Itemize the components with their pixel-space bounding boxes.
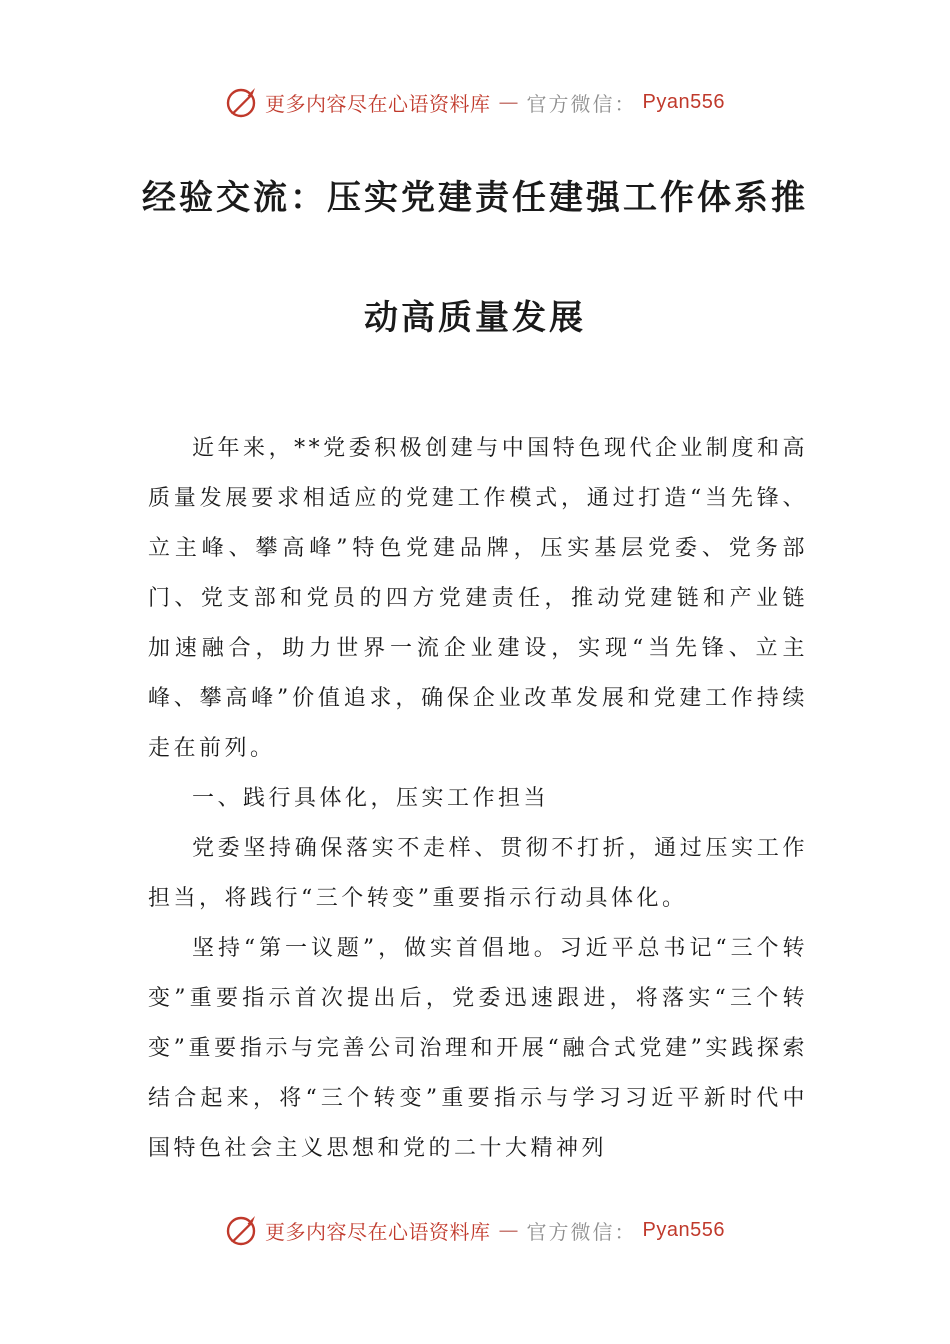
document-title-line-1: 经验交流：压实党建责任建强工作体系推 xyxy=(142,178,808,218)
watermark-header xyxy=(0,80,950,124)
paragraph-section-summary: 党委坚持确保落实不走样、贯彻不打折，通过压实工作担当，将践行“三个转变”重要指示行动具体化。 xyxy=(148,836,808,911)
watermark-wechat-id: Pyan556 xyxy=(642,1218,725,1241)
watermark-footer xyxy=(0,1208,950,1252)
watermark-wechat-id: Pyan556 xyxy=(642,90,725,113)
document-body xyxy=(148,424,808,1174)
watermark-separator: — xyxy=(498,90,519,114)
paragraph-first-topic: 坚持“第一议题”，做实首倡地。习近平总书记“三个转变”重要指示首次提出后，党委迅速跟进，将落实“三个转变”重要指示与完善公司治理和开展“融合式党建”实践探索结合起来，将“三个转变”重要指示与学习习近平新时代中国特色社会主义思想和党的二十大精神列 xyxy=(148,936,808,1161)
quill-logo-icon xyxy=(225,85,259,119)
section-heading: 一、践行具体化，压实工作担当 xyxy=(192,786,550,811)
watermark-wechat-label: 官方微信： xyxy=(526,1219,637,1244)
paragraph-intro: 近年来，**党委积极创建与中国特色现代企业制度和高质量发展要求相适应的党建工作模式，通过打造“当先锋、立主峰、攀高峰”特色党建品牌，压实基层党委、党务部门、党支部和党员的四方党建责任，推动党建链和产业链加速融合，助力世界一流企业建设，实现“当先锋、立主峰、攀高峰”价值追求，确保企业改革发展和党建工作持续走在前列。 xyxy=(148,436,808,761)
watermark-content xyxy=(225,85,725,119)
watermark-text: 更多内容尽在心语资料库 xyxy=(265,91,491,116)
watermark-separator: — xyxy=(498,1218,519,1242)
document-title-line-2: 动高质量发展 xyxy=(364,298,586,338)
watermark-content xyxy=(225,1213,725,1247)
quill-logo-icon xyxy=(225,1213,259,1247)
watermark-text: 更多内容尽在心语资料库 xyxy=(265,1219,491,1244)
watermark-wechat-label: 官方微信： xyxy=(526,91,637,116)
